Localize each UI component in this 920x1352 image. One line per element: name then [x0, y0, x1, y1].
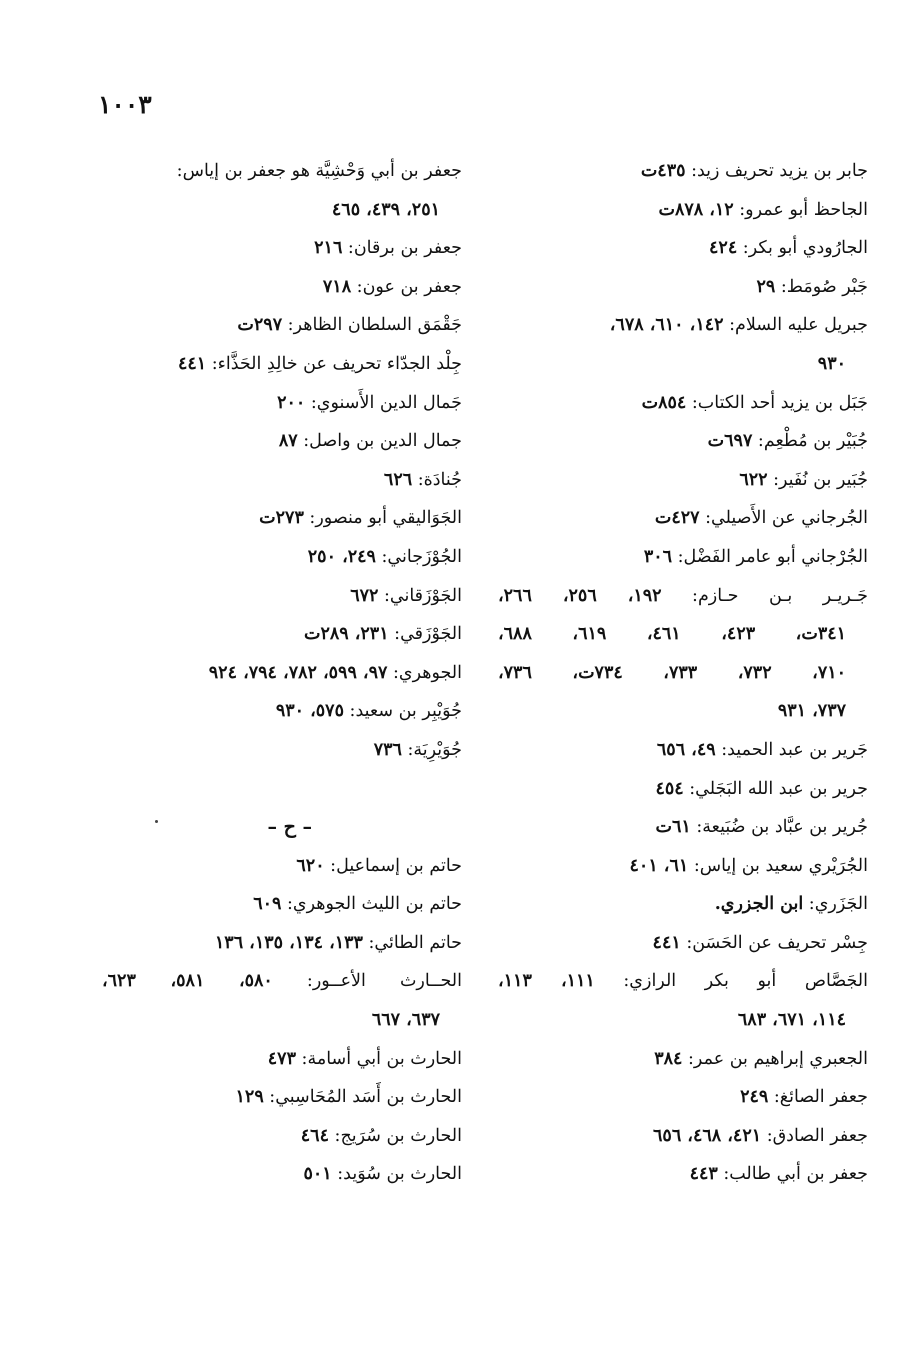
entry-name: جعفر الصادق: [772, 1125, 868, 1146]
index-entry: [498, 538, 868, 577]
index-entry: [498, 847, 868, 886]
entry-page-refs: ٦١، ٤٠١: [629, 855, 689, 876]
entry-name: الحارث بن سُرَيج: [340, 1125, 462, 1146]
entry-separator: :: [387, 662, 399, 683]
entry-name: جُبَير بن نُفَير: [778, 469, 868, 490]
index-entry: [102, 577, 462, 616]
entry-name: الجَزَري: [814, 894, 868, 915]
entry-page-refs: ٤٥٤: [655, 778, 684, 799]
entry-name: جعفر بن أبي طالب: [729, 1164, 868, 1185]
entry-page-refs: ٤٤٣: [689, 1164, 718, 1185]
entry-page-refs: ٧٣٦: [373, 739, 402, 760]
index-entry: [102, 654, 462, 693]
entry-name: الحارث بن سُوَيد: [343, 1164, 462, 1185]
entry-name: جمال الدين بن واصل: [309, 431, 462, 452]
index-entry: [102, 1078, 462, 1117]
entry-page-refs: ٦٣٧، ٦٦٧: [371, 1010, 440, 1031]
entry-name: جعفر بن برقان: [353, 238, 462, 259]
entry-separator: :: [378, 585, 390, 606]
entry-name: جبريل عليه السلام: [735, 315, 868, 336]
entry-separator: :: [737, 238, 749, 259]
entry-separator: :: [206, 353, 218, 374]
speck-mark: [155, 820, 158, 823]
index-entry: [102, 885, 462, 924]
entry-separator: :: [281, 894, 293, 915]
index-entry: [102, 1040, 462, 1079]
index-entry: [498, 1155, 868, 1194]
entry-separator: :: [303, 508, 316, 529]
section-heading: – ح –: [267, 816, 312, 839]
entry-page-refs: ٤٦٤: [300, 1125, 329, 1146]
entry-page-refs: ٧١٠، ٧٣٢، ٧٣٣، ٧٣٤ت، ٧٣٦،: [498, 662, 847, 683]
entry-page-refs: ٢٠٠: [277, 392, 306, 413]
entry-page-refs: ٥٠١: [303, 1164, 332, 1185]
index-entry: [102, 962, 462, 1001]
index-entry: [498, 962, 868, 1001]
entry-name: الجَوَاليقي أبو منصور: [315, 508, 462, 529]
index-entry: [498, 306, 868, 345]
section-gap: [102, 770, 462, 809]
index-entry: [102, 422, 462, 461]
entry-separator: :: [803, 894, 815, 915]
entry-page-refs: ١١٤، ٦٧١، ٦٨٣: [737, 1010, 846, 1031]
index-entry: [498, 731, 868, 770]
index-entry: [102, 306, 462, 345]
entry-separator: :: [342, 238, 354, 259]
entry-name: الجَوْزَقاني: [389, 585, 462, 606]
index-entry: [498, 461, 868, 500]
entry-page-refs: ٤٧٣: [267, 1048, 296, 1069]
entry-name: جُوَيْبِر بن سعيد: [355, 701, 462, 722]
entry-separator: :: [688, 855, 700, 876]
entry-page-refs: ٤٤١: [177, 353, 207, 374]
entry-name: الجاحظ أبو عمرو: [745, 199, 868, 220]
index-entry: [102, 229, 462, 268]
entry-separator: :: [324, 855, 337, 876]
entry-page-refs: ٤٢١، ٤٦٨، ٦٥٦: [653, 1125, 762, 1146]
entry-name: الحارث بن أَسَد المُحَاسِبي: [275, 1087, 462, 1108]
index-entry: [102, 152, 462, 191]
entry-name: الجوهري: [398, 662, 462, 683]
index-column-right: [498, 152, 868, 1194]
entry-page-refs: ٤٩، ٦٥٦: [656, 739, 716, 760]
entry-separator: :: [282, 315, 294, 336]
entry-name: جعفر الصائغ: [779, 1087, 868, 1108]
index-entry: [498, 229, 868, 268]
entry-page-refs: ٦٢٢: [739, 469, 768, 490]
entry-name: جِلْد الجدّاء تحريف عن خالِدِ الحَذَّاء: [217, 353, 462, 374]
index-entry: [102, 499, 462, 538]
index-entry: [498, 384, 868, 423]
entry-separator: :: [690, 817, 703, 838]
index-entry: [102, 924, 462, 963]
entry-name: جرير بن عبد الله البَجَلي: [695, 778, 868, 799]
entry-separator: :: [661, 585, 698, 606]
index-entry: [102, 1117, 462, 1156]
index-entry-continuation: [498, 654, 868, 693]
entry-name: جعفر بن عون: [362, 276, 462, 297]
entry-page-refs: ٥٨٠، ٥٨١، ٦٢٣،: [102, 971, 273, 992]
entry-page-refs: ٢٩: [756, 276, 776, 297]
index-entry: [498, 422, 868, 461]
entry-page-refs: ٨٥٤ت: [641, 392, 687, 413]
index-entry-continuation: [498, 692, 868, 731]
entry-separator: :: [699, 508, 711, 529]
entry-page-refs: ٢١٦: [314, 238, 343, 259]
entry-name: الحــارث الأعــور: [312, 971, 462, 992]
entry-separator: :: [717, 1164, 730, 1185]
index-entry: [498, 770, 868, 809]
entry-name: الجُوْزَجاني: [387, 546, 462, 567]
entry-name: جُوَيْرِيَة: [413, 739, 462, 760]
entry-name: الحارث بن أبي أسامة: [307, 1048, 462, 1069]
index-entry: [102, 692, 462, 731]
index-entry: [102, 384, 462, 423]
entry-page-refs: ٢٥١، ٤٣٩، ٤٦٥: [331, 199, 440, 220]
entry-name: الجُرجاني عن الأَصيلي: [710, 508, 868, 529]
entry-separator: :: [768, 1087, 780, 1108]
index-entry: [498, 1078, 868, 1117]
entry-separator: :: [412, 469, 424, 490]
entry-name: جُرير بن عبَّاد بن ضُبَيعة: [702, 817, 868, 838]
entry-name: جَبْر صُومَط: [786, 276, 868, 297]
entry-page-refs: ٨٧: [278, 431, 298, 452]
entry-page-refs: ابن الجزري.: [714, 894, 804, 915]
index-entry-continuation: [498, 1001, 868, 1040]
entry-page-refs: ٩٣٠: [817, 353, 846, 374]
entry-separator: :: [594, 971, 630, 992]
entry-page-refs: ٧١٨: [322, 276, 352, 297]
index-entry: [498, 152, 868, 191]
entry-separator: :: [767, 469, 779, 490]
index-entry: [102, 461, 462, 500]
entry-name: حاتم بن إسماعيل: [336, 855, 462, 876]
entry-separator: :: [775, 276, 787, 297]
entry-separator: :: [752, 431, 764, 452]
index-entry: [498, 808, 868, 847]
index-entry-continuation: [102, 1001, 462, 1040]
entry-separator: :: [761, 1125, 773, 1146]
entry-separator: :: [672, 546, 684, 567]
entry-page-refs: ٢٩٧ت: [237, 315, 283, 336]
index-entry: [498, 577, 868, 616]
entry-page-refs: ٢٣١، ٢٨٩ت: [303, 624, 389, 645]
entry-page-refs: ٣٨٤: [654, 1048, 683, 1069]
entry-separator: :: [682, 1048, 694, 1069]
entry-separator: :: [723, 315, 735, 336]
entry-name: الجَصَّاص أبو بكر الرازي: [629, 971, 868, 992]
entry-separator: :: [401, 739, 414, 760]
entry-separator: :: [375, 546, 388, 567]
index-entry: [498, 268, 868, 307]
entry-separator: :: [331, 1164, 344, 1185]
entry-page-refs: ٢٤٩: [740, 1087, 769, 1108]
entry-name: الجعبري إبراهيم بن عمر: [693, 1048, 868, 1069]
entry-separator: :: [176, 161, 183, 181]
entry-name: جَرير بن عبد الحميد: [727, 739, 868, 760]
entry-page-refs: ٥٧٥، ٩٣٠: [275, 701, 344, 722]
entry-page-refs: ٣٤١ت، ٤٢٣، ٤٦١، ٦١٩، ٦٨٨،: [498, 624, 847, 645]
entry-name: الجُرَيْري سعيد بن إياس: [699, 855, 868, 876]
entry-page-refs: ٢٧٣ت: [259, 508, 304, 529]
index-entry-continuation: [498, 345, 868, 384]
entry-name: جُبَيْر بن مُطْعِم: [763, 431, 868, 452]
entry-name: جَـريـر بـن حـازم: [697, 585, 868, 606]
entry-separator: :: [388, 624, 401, 645]
entry-name: جُنادَة: [423, 469, 462, 490]
index-column-left: [102, 152, 462, 1194]
entry-page-refs: ١٤٢، ٦١٠، ٦٧٨،: [609, 315, 724, 336]
entry-name: جابر بن يزيد تحريف زيد: [696, 161, 868, 181]
index-entry: [498, 499, 868, 538]
index-entry: [498, 924, 868, 963]
entry-name: جَقْمَق السلطان الظاهر: [293, 315, 462, 336]
entry-page-refs: ٤٢٧ت: [654, 508, 700, 529]
entry-separator: :: [295, 1048, 308, 1069]
entry-separator: :: [297, 431, 310, 452]
entry-name: جَمال الدين الأَسنوي: [316, 392, 462, 413]
entry-page-refs: ٦٧٢: [350, 585, 379, 606]
entry-name: الجارُودي أبو بكر: [748, 238, 868, 259]
entry-separator: :: [686, 392, 698, 413]
entry-page-refs: ٦٠٩: [253, 894, 282, 915]
entry-page-refs: ١٣٣، ١٣٤، ١٣٥، ١٣٦: [214, 932, 363, 953]
index-entry: [498, 191, 868, 230]
entry-page-refs: ٦١ت: [655, 817, 691, 838]
entry-name: جِسْر تحريف عن الحَسَن: [692, 932, 868, 953]
index-entry: [498, 1117, 868, 1156]
entry-page-refs: ٤٢٤: [709, 238, 738, 259]
entry-separator: :: [263, 1087, 276, 1108]
entry-page-refs: ٤٤١: [652, 932, 681, 953]
entry-page-refs: ٦٢٦: [383, 469, 413, 490]
page-number: ١٠٠٣: [98, 90, 152, 119]
entry-name: الجَوْزَقي: [400, 624, 462, 645]
index-entry: [498, 885, 868, 924]
entry-name: الجُرْجاني أبو عامر الفَضْل: [683, 546, 868, 567]
index-entry-continuation: [102, 191, 462, 230]
index-entry: [102, 1155, 462, 1194]
entry-separator: :: [305, 392, 317, 413]
entry-separator: :: [685, 161, 697, 181]
entry-page-refs: ١٢٩: [235, 1087, 264, 1108]
entry-page-refs: ١٢، ٨٧٨ت: [658, 199, 734, 220]
entry-separator: :: [343, 701, 356, 722]
index-entry: [102, 615, 462, 654]
entry-page-refs: ١٩٢، ٢٥٦، ٢٦٦،: [498, 585, 662, 606]
entry-page-refs: ٣٠٦: [643, 546, 673, 567]
index-entry: [102, 268, 462, 307]
entry-separator: :: [683, 778, 696, 799]
entry-page-refs: ٢٤٩، ٢٥٠: [307, 546, 376, 567]
entry-separator: :: [715, 739, 728, 760]
index-entry: [102, 538, 462, 577]
index-entry: [102, 731, 462, 770]
entry-separator: :: [680, 932, 693, 953]
entry-page-refs: ٦٢٠: [296, 855, 325, 876]
index-entry: [498, 1040, 868, 1079]
entry-page-refs: ٧٣٧، ٩٣١: [777, 701, 846, 722]
entry-separator: :: [733, 199, 746, 220]
entry-page-refs: ٩٧، ٥٩٩، ٧٨٢، ٧٩٤، ٩٢٤: [208, 662, 388, 683]
entry-page-refs: ٦٩٧ت: [707, 431, 753, 452]
entry-page-refs: ٤٣٥ت: [640, 161, 686, 181]
entry-name: جَبَل بن يزيد أحد الكتاب: [697, 392, 868, 413]
entry-page-refs: ١١١، ١١٣،: [498, 971, 595, 992]
entry-separator: :: [272, 971, 313, 992]
entry-separator: :: [328, 1125, 341, 1146]
entry-separator: :: [351, 276, 363, 297]
entry-name: جعفر بن أبي وَحْشِيَّة هو جعفر بن إياس: [182, 161, 462, 181]
entry-separator: :: [362, 932, 375, 953]
index-entry: [102, 345, 462, 384]
entry-name: حاتم الطائي: [374, 932, 462, 953]
entry-name: حاتم بن الليث الجوهري: [292, 894, 462, 915]
index-entry: [102, 847, 462, 886]
index-entry-continuation: [498, 615, 868, 654]
